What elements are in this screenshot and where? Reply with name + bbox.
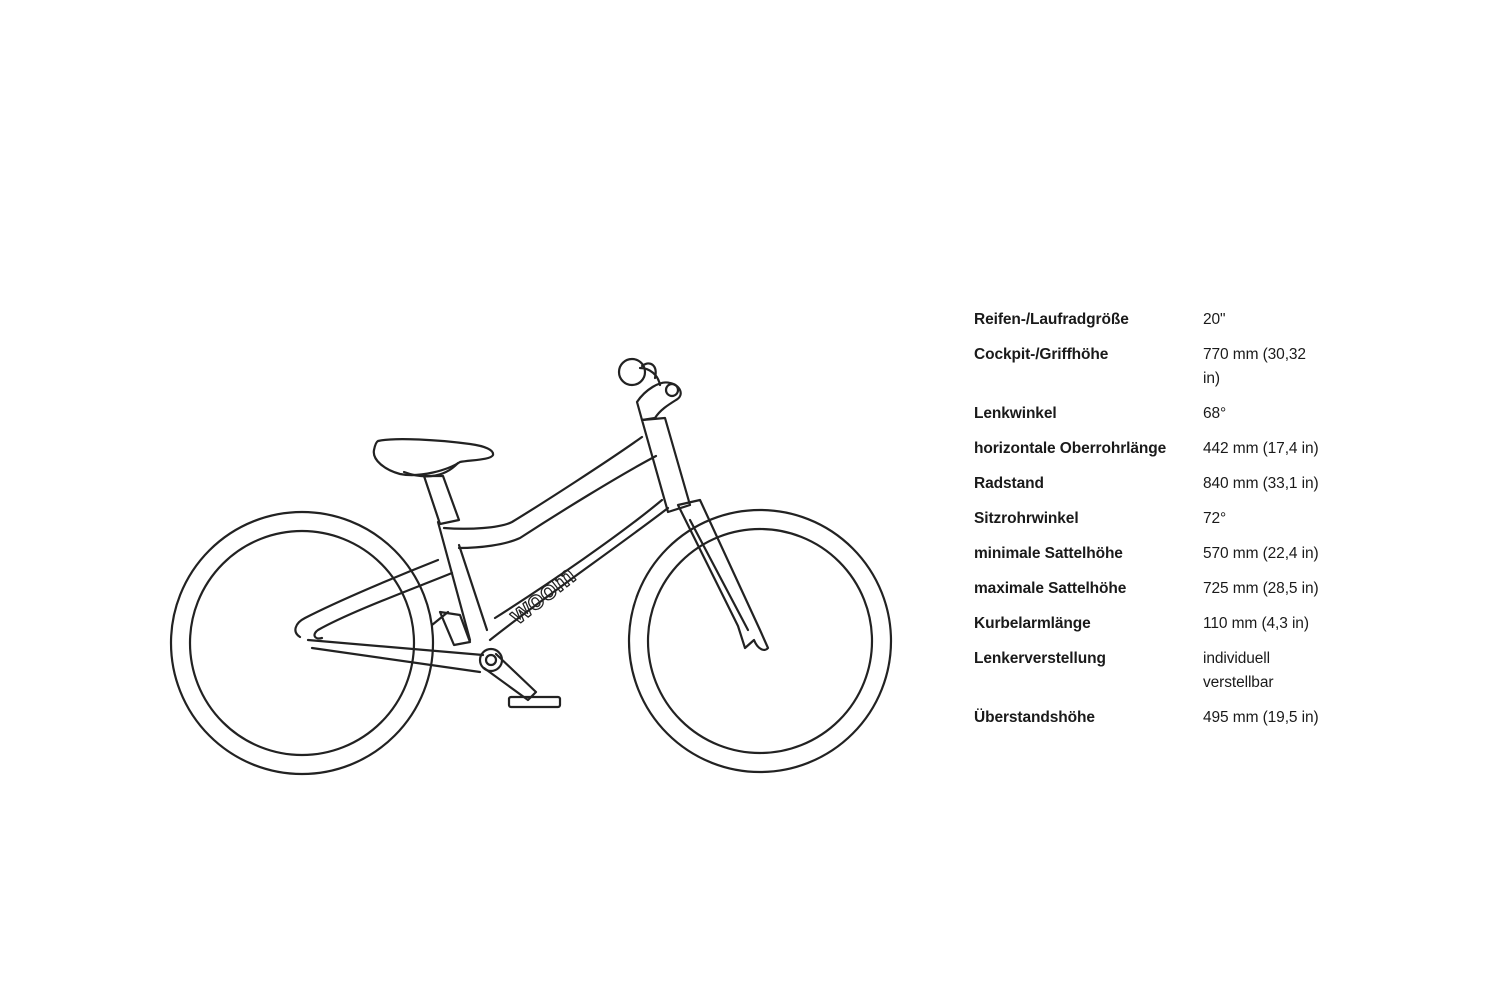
crank-and-pedal [432, 612, 560, 707]
fork [678, 500, 768, 650]
spec-row-cockpit-height [974, 343, 1354, 391]
spec-value: 68° [1203, 405, 1227, 422]
spec-label: minimale Sattelhöhe [974, 545, 1123, 562]
spec-value: 725 mm (28,5 in) [1203, 580, 1319, 597]
spec-row-standover-height [974, 706, 1354, 730]
spec-value: 840 mm (33,1 in) [1203, 475, 1319, 492]
geometry-specs-table [974, 308, 1354, 741]
spec-row-head-angle [974, 402, 1354, 426]
saddle [374, 439, 493, 476]
spec-label: Lenkwinkel [974, 405, 1057, 422]
seatpost [424, 476, 459, 524]
spec-label: Reifen-/Laufradgröße [974, 311, 1129, 328]
spec-label: Radstand [974, 475, 1044, 492]
rear-wheel [171, 512, 433, 774]
spec-label: Überstandshöhe [974, 709, 1095, 726]
spec-value: 770 mm (30,32 in) [1203, 346, 1306, 387]
spec-value: 442 mm (17,4 in) [1203, 440, 1319, 457]
spec-label: Lenkerverstellung [974, 650, 1106, 667]
spec-value: 110 mm (4,3 in) [1203, 615, 1309, 632]
spec-row-crank-length [974, 612, 1354, 636]
spec-value: 495 mm (19,5 in) [1203, 709, 1319, 726]
spec-label: horizontale Oberrohrlänge [974, 440, 1167, 457]
spec-row-wheelbase [974, 472, 1354, 496]
spec-label: Sitzrohrwinkel [974, 510, 1079, 527]
spec-row-handlebar-adjustment [974, 647, 1354, 695]
front-wheel [629, 510, 891, 772]
woom-logo-text: woom [503, 559, 581, 630]
spec-value: 20" [1203, 311, 1226, 328]
spec-label: Cockpit-/Griffhöhe [974, 346, 1109, 363]
bike-line-drawing [160, 340, 905, 785]
handlebar [619, 359, 681, 420]
spec-value: 72° [1203, 510, 1227, 527]
spec-row-seat-angle [974, 507, 1354, 531]
spec-label: Kurbelarmlänge [974, 615, 1091, 632]
woom-frame-logo [502, 560, 580, 630]
spec-row-top-tube-length [974, 437, 1354, 461]
spec-value: 570 mm (22,4 in) [1203, 545, 1319, 562]
spec-value: individuell verstellbar [1203, 650, 1274, 691]
bike-illustration [160, 340, 905, 785]
spec-row-max-saddle-height [974, 577, 1354, 601]
spec-row-tire-size [974, 308, 1354, 332]
spec-row-min-saddle-height [974, 542, 1354, 566]
spec-label: maximale Sattelhöhe [974, 580, 1127, 597]
